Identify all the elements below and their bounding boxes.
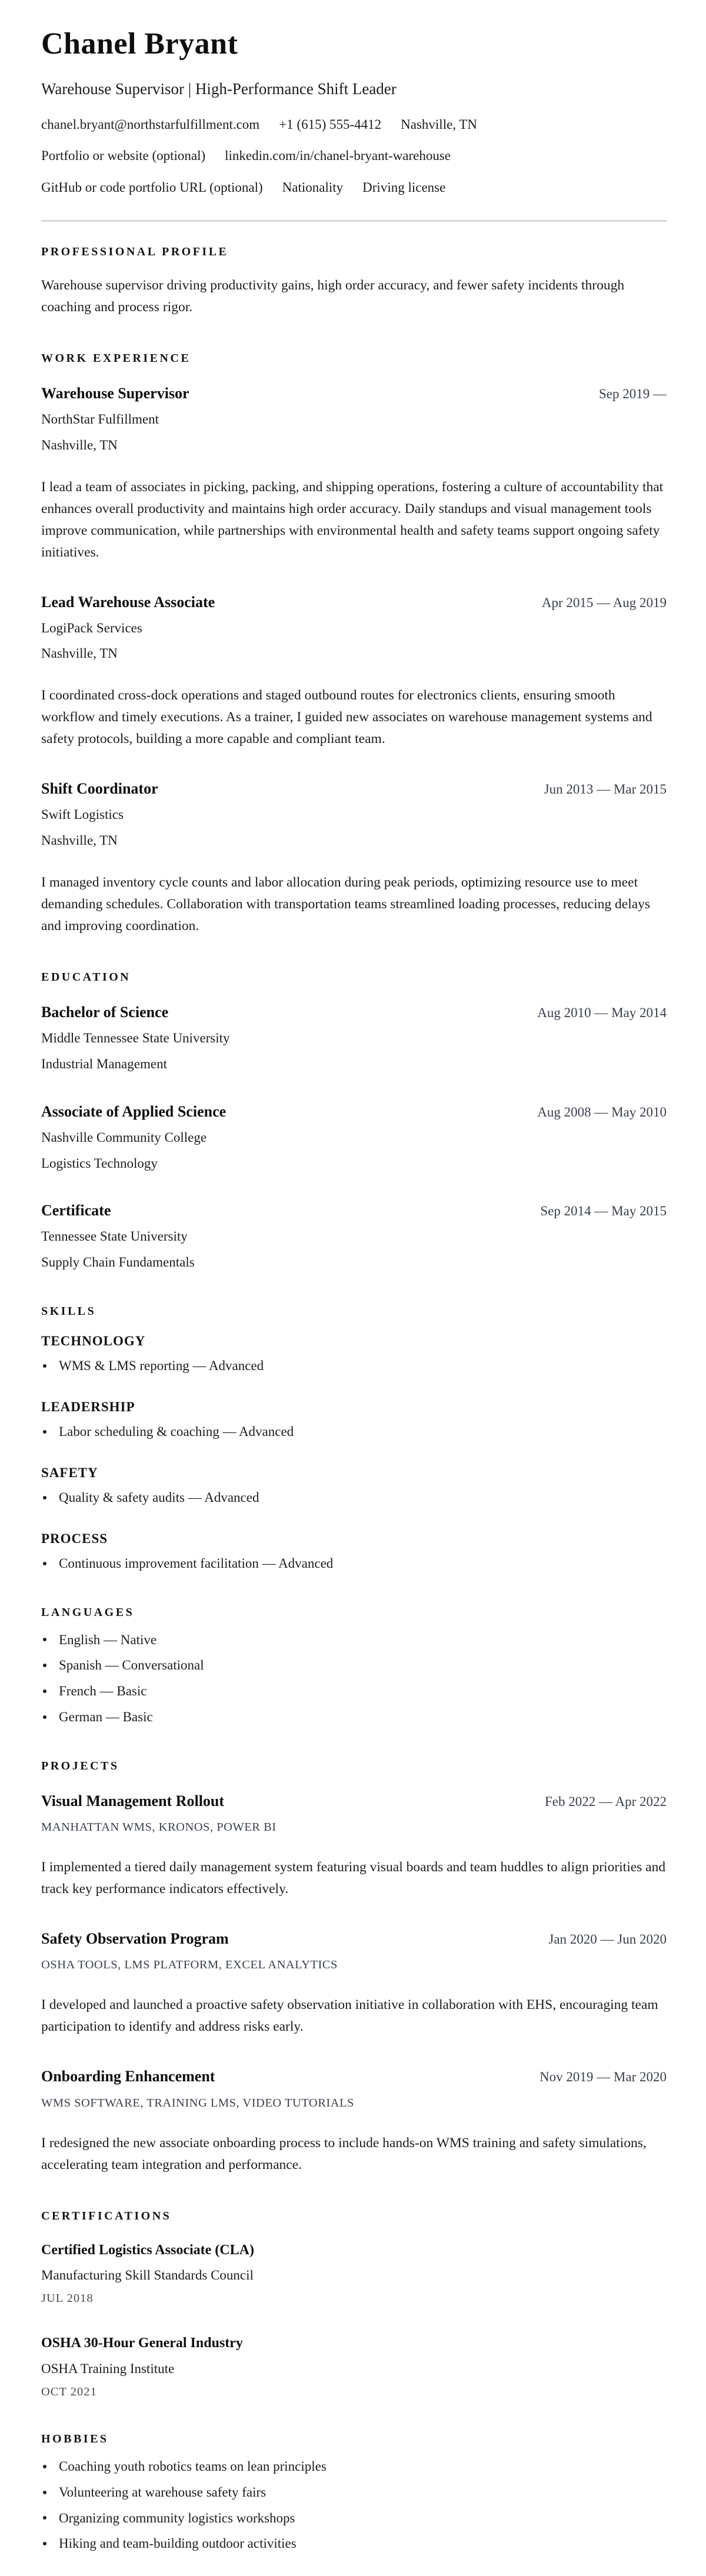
language-item [41, 1682, 667, 1700]
job-dates: Sep 2019 — [599, 386, 667, 401]
job-entry [41, 384, 667, 564]
contact-nationality: Nationality [282, 180, 344, 195]
language-list [41, 1631, 667, 1727]
job-description: I lead a team of associates in picking, packing, and shipping operations, fostering a culture of accountability that enhances overall productivity and maintains high order accuracy. Daily standups and visual management tools improve communication, while partnerships with environmental health and safety teams support ongoing safety initiatives. [41, 479, 664, 560]
skill-list [41, 1357, 667, 1375]
education-entry [41, 1201, 667, 1271]
candidate-tagline: Warehouse Supervisor | High-Performance Shift Leader [41, 80, 397, 98]
hobby-list [41, 2458, 667, 2553]
skill-category [41, 1531, 667, 1572]
hobby-item [41, 2510, 667, 2527]
project-entry [41, 2067, 667, 2175]
contact-portfolio: Portfolio or website (optional) [41, 148, 206, 164]
section-languages [41, 1606, 667, 1727]
job-dates: Apr 2015 — Aug 2019 [541, 595, 667, 610]
certification-date: OCT 2021 [41, 2385, 97, 2398]
skill-list [41, 1555, 667, 1572]
job-description: I coordinated cross-dock operations and staged outbound routes for electronics clients, ensuring smooth workflow and timely executions. As a trainer, I guided new associates on warehouse management systems and safety protocols, building a more capable and compliant team. [41, 688, 652, 747]
skill-item [41, 1423, 667, 1441]
hobby-item-label: Organizing community logistics workshops [59, 2510, 295, 2525]
bullet-icon [43, 1364, 46, 1368]
education-header [41, 1003, 667, 1021]
section-heading: PROJECTS [41, 1759, 119, 1773]
education-entry [41, 1003, 667, 1073]
education-header [41, 1102, 667, 1121]
section-work-experience [41, 352, 667, 937]
contact-linkedin: linkedin.com/in/chanel-bryant-warehouse [225, 148, 451, 164]
section-heading: PROFESSIONAL PROFILE [41, 245, 229, 258]
project-header [41, 1792, 667, 1810]
bullet-icon [43, 1664, 46, 1667]
hobby-item-label: Hiking and team-building outdoor activities [59, 2536, 297, 2551]
education-degree: Certificate [41, 1202, 111, 1219]
bullet-icon [43, 1562, 46, 1565]
skill-category [41, 1465, 667, 1507]
education-field: Industrial Management [41, 1056, 167, 1071]
project-header [41, 1929, 667, 1948]
section-heading: WORK EXPERIENCE [41, 351, 191, 365]
education-dates: Aug 2010 — May 2014 [537, 1005, 667, 1020]
skill-list [41, 1423, 667, 1441]
skill-item-label: WMS & LMS reporting — Advanced [59, 1358, 264, 1373]
section-heading: SKILLS [41, 1304, 96, 1318]
candidate-name: Chanel Bryant [41, 27, 238, 61]
project-tags: WMS SOFTWARE, TRAINING LMS, VIDEO TUTORIALS [41, 2096, 354, 2110]
language-item-label: French — Basic [59, 1684, 147, 1699]
skill-category-name: SAFETY [41, 1465, 98, 1480]
section-projects [41, 1759, 667, 2176]
contact-location: Nashville, TN [401, 116, 478, 132]
hobby-item-label: Coaching youth robotics teams on lean principles [59, 2458, 327, 2474]
project-dates: Nov 2019 — Mar 2020 [540, 2070, 667, 2085]
job-title: Lead Warehouse Associate [41, 593, 215, 611]
project-description: I implemented a tiered daily management system featuring visual boards and team huddles to align priorities and track key performance indicators effectively. [41, 1859, 666, 1897]
header-divider [41, 220, 667, 222]
project-tags: OSHA TOOLS, LMS PLATFORM, EXCEL ANALYTICS [41, 1958, 338, 1972]
certification-issuer: Manufacturing Skill Standards Council [41, 2268, 254, 2283]
bullet-icon [43, 1496, 46, 1499]
section-professional-profile [41, 245, 667, 318]
skill-category [41, 1334, 667, 1375]
job-company: Swift Logistics [41, 807, 124, 822]
skill-item-label: Continuous improvement facilitation — Advanced [59, 1555, 334, 1571]
education-field: Logistics Technology [41, 1155, 158, 1171]
skill-item-label: Labor scheduling & coaching — Advanced [59, 1424, 294, 1439]
job-dates: Jun 2013 — Mar 2015 [544, 782, 667, 797]
hobby-item [41, 2458, 667, 2475]
education-field: Supply Chain Fundamentals [41, 1255, 195, 1270]
contact-github: GitHub or code portfolio URL (optional) [41, 180, 263, 195]
section-heading: EDUCATION [41, 970, 131, 984]
contact-row [41, 148, 667, 165]
project-description: I redesigned the new associate onboarding process to include hands-on WMS training and safety simulations, accelerating team integration and performance. [41, 2135, 647, 2172]
education-school: Nashville Community College [41, 1129, 207, 1145]
language-item [41, 1631, 667, 1649]
project-title: Safety Observation Program [41, 1930, 229, 1948]
education-dates: Sep 2014 — May 2015 [540, 1204, 667, 1219]
skill-item [41, 1357, 667, 1375]
job-entry [41, 593, 667, 751]
hobby-item-label: Volunteering at warehouse safety fairs [59, 2484, 267, 2500]
job-company: LogiPack Services [41, 620, 142, 635]
skill-list [41, 1489, 667, 1507]
section-hobbies [41, 2432, 667, 2553]
project-header [41, 2067, 667, 2085]
certification-entry [41, 2335, 667, 2399]
bullet-icon [43, 2516, 46, 2520]
bullet-icon [43, 1689, 46, 1693]
job-header [41, 384, 667, 402]
job-header [41, 593, 667, 611]
job-header [41, 779, 667, 798]
project-description: I developed and launched a proactive safety observation initiative in collaboration with EHS, encouraging team participation to identify and address risks early. [41, 1997, 658, 2035]
skill-item [41, 1555, 667, 1572]
bullet-icon [43, 2491, 46, 2494]
certification-date: JUL 2018 [41, 2292, 94, 2305]
job-description: I managed inventory cycle counts and labor allocation during peak periods, optimizing resource use to meet demanding schedules. Collaboration with transportation teams streamlined loading processes, reducing delays and improving coordination. [41, 874, 651, 934]
hobby-item [41, 2535, 667, 2552]
project-title: Onboarding Enhancement [41, 2068, 215, 2085]
contact-phone: +1 (615) 555-4412 [279, 116, 382, 132]
project-dates: Feb 2022 — Apr 2022 [545, 1794, 667, 1809]
contact-driving-license: Driving license [362, 180, 446, 195]
job-title: Shift Coordinator [41, 780, 158, 798]
job-company: NorthStar Fulfillment [41, 412, 159, 427]
skill-category-name: LEADERSHIP [41, 1399, 135, 1414]
project-dates: Jan 2020 — Jun 2020 [548, 1932, 667, 1947]
bullet-icon [43, 2465, 46, 2468]
certification-issuer: OSHA Training Institute [41, 2361, 175, 2376]
education-entry [41, 1102, 667, 1172]
project-title: Visual Management Rollout [41, 1792, 225, 1810]
job-location: Nashville, TN [41, 646, 118, 661]
profile-summary: Warehouse supervisor driving productivity gains, high order accuracy, and fewer safety incidents through coaching and process rigor. [41, 277, 625, 315]
project-entry [41, 1792, 667, 1900]
contact-info [41, 116, 667, 196]
education-header [41, 1201, 667, 1219]
bullet-icon [43, 2542, 46, 2545]
contact-row [41, 179, 667, 196]
education-school: Tennessee State University [41, 1229, 188, 1244]
certification-title: OSHA 30-Hour General Industry [41, 2335, 243, 2351]
education-dates: Aug 2008 — May 2010 [537, 1104, 667, 1119]
project-entry [41, 1929, 667, 2038]
education-degree: Bachelor of Science [41, 1003, 169, 1021]
section-heading: HOBBIES [41, 2432, 109, 2445]
job-entry [41, 779, 667, 937]
certification-entry [41, 2242, 667, 2306]
bullet-icon [43, 1638, 46, 1641]
section-certifications [41, 2210, 667, 2399]
bullet-icon [43, 1430, 46, 1434]
certification-title: Certified Logistics Associate (CLA) [41, 2242, 254, 2258]
section-education [41, 971, 667, 1271]
job-location: Nashville, TN [41, 833, 118, 848]
education-degree: Associate of Applied Science [41, 1102, 227, 1120]
project-tags: MANHATTAN WMS, KRONOS, POWER BI [41, 1821, 277, 1834]
bullet-icon [43, 1715, 46, 1719]
section-heading: LANGUAGES [41, 1605, 135, 1619]
contact-email: chanel.bryant@northstarfulfillment.com [41, 116, 260, 132]
job-location: Nashville, TN [41, 437, 118, 452]
skill-category [41, 1399, 667, 1441]
section-heading: CERTIFICATIONS [41, 2209, 172, 2222]
skill-item-label: Quality & safety audits — Advanced [59, 1489, 259, 1505]
language-item-label: German — Basic [59, 1709, 153, 1725]
language-item [41, 1657, 667, 1674]
language-item [41, 1708, 667, 1726]
skill-category-name: PROCESS [41, 1531, 108, 1546]
resume-header [41, 27, 667, 196]
job-title: Warehouse Supervisor [41, 384, 189, 402]
language-item-label: Spanish — Conversational [59, 1658, 204, 1673]
education-school: Middle Tennessee State University [41, 1031, 230, 1046]
section-skills [41, 1305, 667, 1572]
language-item-label: English — Native [59, 1632, 157, 1647]
hobby-item [41, 2484, 667, 2501]
skill-category-name: TECHNOLOGY [41, 1333, 146, 1348]
contact-row [41, 116, 667, 134]
skill-item [41, 1489, 667, 1507]
